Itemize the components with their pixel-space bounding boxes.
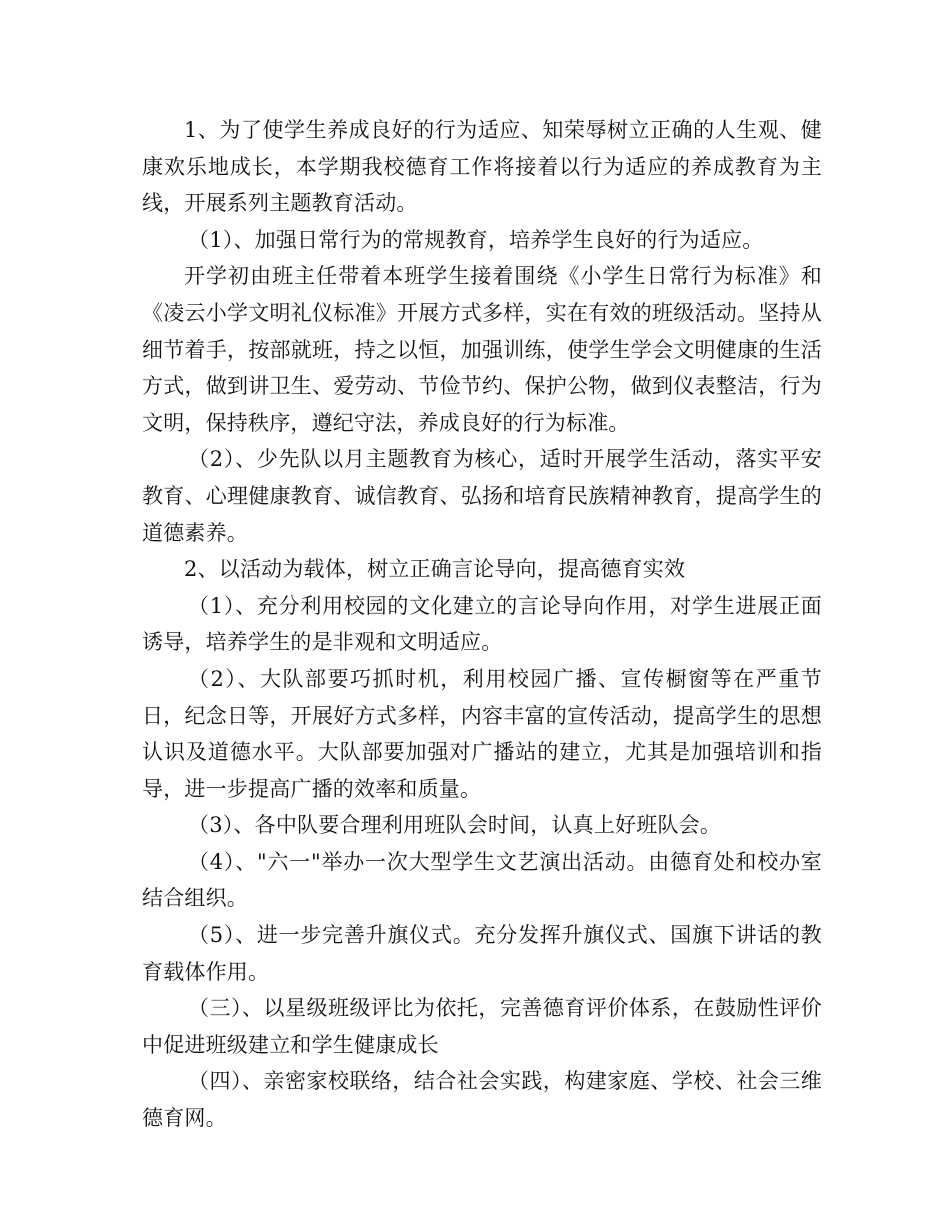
paragraph-subitem-1-1: （1）、加强日常行为的常规教育，培养学生良好的行为适应。 bbox=[188, 227, 764, 252]
paragraph-subitem-2-1: （1）、充分利用校园的文化建立的言论导向作用，对学生进展正面诱导，培养学生的是非观和文明适应。 bbox=[142, 593, 822, 655]
paragraph-item-2: 2、以活动为载体，树立正确言论导向，提高德育实效 bbox=[184, 557, 686, 582]
document-body bbox=[142, 112, 822, 1137]
paragraph-subitem-2-3: （3）、各中队要合理利用班队会时间，认真上好班队会。 bbox=[188, 813, 722, 838]
paragraph-subitem-1-2: （2）、少先队以月主题教育为核心，适时开展学生活动，落实平安教育、心理健康教育、诚信教育、弘扬和培育民族精神教育，提高学生的道德素养。 bbox=[142, 447, 822, 545]
paragraph-section-3: （三）、以星级班级评比为依托，完善德育评价体系，在鼓励性评价中促进班级建立和学生健康成长 bbox=[142, 996, 822, 1057]
paragraph-section-4: （四）、亲密家校联络，结合社会实践，构建家庭、学校、社会三维德育网。 bbox=[142, 1069, 822, 1131]
paragraph-body-routine: 开学初由班主任带着本班学生接着围绕《小学生日常行为标准》和《凌云小学文明礼仪标准》开展方式多样，实在有效的班级活动。坚持从细节着手，按部就班，持之以恒，加强训练，使学生学会文明健康的生活方式，做到讲卫生、爱劳动、节俭节约、保护公物，做到仪表整洁，行为文明，保持秩序，遵纪守法，养成良好的行为标准。 bbox=[142, 264, 822, 435]
paragraph-item-1: 1、为了使学生养成良好的行为适应、知荣辱树立正确的人生观、健康欢乐地成长，本学期我校德育工作将接着以行为适应的养成教育为主线，开展系列主题教育活动。 bbox=[142, 118, 822, 216]
paragraph-subitem-2-2: （2）、大队部要巧抓时机，利用校园广播、宣传橱窗等在严重节日，纪念日等，开展好方式多样，内容丰富的宣传活动，提高学生的思想认识及道德水平。大队部要加强对广播站的建立，尤其是加强培训和指导，进一步提高广播的效率和质量。 bbox=[142, 666, 822, 801]
paragraph-subitem-2-4: （4）、"六一"举办一次大型学生文艺演出活动。由德育处和校办室结合组织。 bbox=[142, 849, 822, 911]
paragraph-subitem-2-5: （5）、进一步完善升旗仪式。充分发挥升旗仪式、国旗下讲话的教育载体作用。 bbox=[142, 923, 822, 984]
